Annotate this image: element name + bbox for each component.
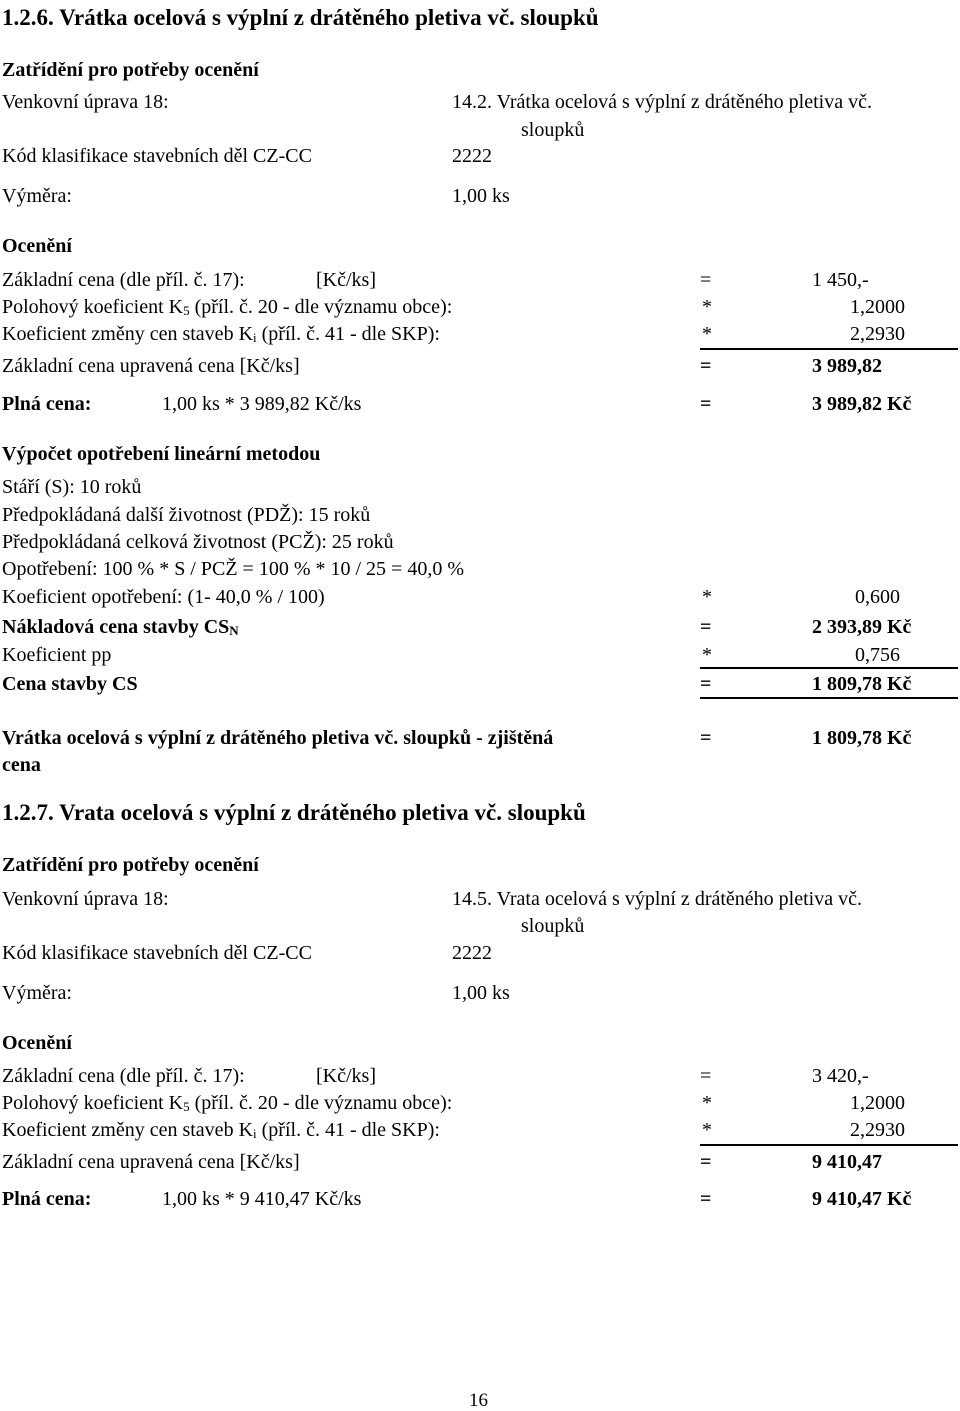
venkovni-label: Venkovní úprava 18: bbox=[2, 888, 169, 910]
zjistena-cena-operator: = bbox=[700, 727, 712, 749]
nakladova-label: Nákladová cena stavby $CS_N$ bbox=[2, 616, 239, 638]
venkovni-label: Venkovní úprava 18: bbox=[2, 91, 169, 113]
venkovni-value: 14.2. Vrátka ocelová s výplní z drátěného pletiva vč. bbox=[452, 91, 872, 113]
plna-cena-value: 3 989,82 Kč bbox=[812, 393, 912, 415]
divider bbox=[700, 348, 958, 350]
divider bbox=[700, 697, 958, 699]
plna-cena-operator: = bbox=[700, 393, 712, 415]
pp-value: 0,756 bbox=[855, 644, 900, 666]
vypocet-title: Výpočet opotřebení lineární metodou bbox=[2, 443, 321, 465]
vymera-label: Výměra: bbox=[2, 185, 72, 207]
upravena-label: Základní cena upravená cena [Kč/ks] bbox=[2, 1151, 300, 1173]
divider bbox=[700, 1144, 958, 1146]
plna-cena-operator: = bbox=[700, 1188, 712, 1210]
plna-cena-label: Plná cena: bbox=[2, 1188, 92, 1210]
page-number: 16 bbox=[469, 1390, 488, 1411]
vymera-label: Výměra: bbox=[2, 982, 72, 1004]
section-heading-126: 1.2.6. Vrátka ocelová s výplní z drátěného pletiva vč. sloupků bbox=[2, 5, 599, 30]
zakladni-operator: = bbox=[700, 1065, 712, 1087]
cena-stavby-operator: = bbox=[700, 673, 712, 695]
oceneni-title: Ocenění bbox=[2, 235, 72, 257]
pcz-line: Předpokládaná celková životnost (PCŽ): 25 roků bbox=[2, 531, 394, 553]
nakladova-operator: = bbox=[700, 616, 712, 638]
plna-cena-label: Plná cena: bbox=[2, 393, 92, 415]
polohovy-value: 1,2000 bbox=[850, 296, 905, 318]
koef-zmeny-operator: * bbox=[702, 323, 712, 345]
zakladni-operator: = bbox=[700, 269, 712, 291]
polohovy-value: 1,2000 bbox=[850, 1092, 905, 1114]
cena-stavby-label: Cena stavby CS bbox=[2, 673, 138, 695]
plna-cena-value: 9 410,47 Kč bbox=[812, 1188, 912, 1210]
plna-cena-formula: 1,00 ks * 9 410,47 Kč/ks bbox=[162, 1188, 362, 1210]
divider bbox=[700, 667, 958, 669]
zjistena-cena-value: 1 809,78 Kč bbox=[812, 727, 912, 749]
koef-opotrebeni-value: 0,600 bbox=[855, 586, 900, 608]
koef-opotrebeni-operator: * bbox=[702, 586, 712, 608]
zakladni-label: Základní cena (dle příl. č. 17): bbox=[2, 1065, 245, 1087]
pp-label: Koeficient pp bbox=[2, 644, 112, 666]
zakladni-label: Základní cena (dle příl. č. 17): bbox=[2, 269, 245, 291]
venkovni-value-cont: sloupků bbox=[521, 915, 585, 937]
koef-zmeny-label: Koeficient změny cen staveb $K_i$ (příl. č. 41 - dle SKP): bbox=[2, 323, 440, 345]
zakladni-unit: [Kč/ks] bbox=[316, 1065, 376, 1087]
oceneni-title: Ocenění bbox=[2, 1032, 72, 1054]
venkovni-value-cont: sloupků bbox=[521, 119, 585, 141]
classification-title: Zatřídění pro potřeby ocenění bbox=[2, 854, 259, 876]
upravena-label: Základní cena upravená cena [Kč/ks] bbox=[2, 355, 300, 377]
zakladni-value: 1 450,- bbox=[812, 269, 869, 291]
stari-line: Stáří (S): 10 roků bbox=[2, 476, 142, 498]
section-heading-127: 1.2.7. Vrata ocelová s výplní z drátěného pletiva vč. sloupků bbox=[2, 800, 586, 825]
venkovni-value: 14.5. Vrata ocelová s výplní z drátěného pletiva vč. bbox=[452, 888, 862, 910]
koef-zmeny-value: 2,2930 bbox=[850, 323, 905, 345]
nakladova-value: 2 393,89 Kč bbox=[812, 616, 912, 638]
polohovy-operator: * bbox=[702, 296, 712, 318]
kod-label: Kód klasifikace stavebních děl CZ-CC bbox=[2, 145, 312, 167]
pp-operator: * bbox=[702, 644, 712, 666]
polohovy-operator: * bbox=[702, 1092, 712, 1114]
classification-title: Zatřídění pro potřeby ocenění bbox=[2, 59, 259, 81]
polohovy-label: Polohový koeficient $K_5$ (příl. č. 20 - dle významu obce): bbox=[2, 1092, 453, 1114]
koef-opotrebeni-label: Koeficient opotřebení: (1- 40,0 % / 100) bbox=[2, 586, 325, 608]
opotrebeni-line: Opotřebení: 100 % * S / PCŽ = 100 % * 10 / 25 = 40,0 % bbox=[2, 558, 464, 580]
koef-zmeny-label: Koeficient změny cen staveb $K_i$ (příl. č. 41 - dle SKP): bbox=[2, 1119, 440, 1141]
zjistena-cena-label-cont: cena bbox=[2, 754, 41, 776]
upravena-value: 3 989,82 bbox=[812, 355, 882, 377]
pdz-line: Předpokládaná další životnost (PDŽ): 15 roků bbox=[2, 504, 371, 526]
kod-value: 2222 bbox=[452, 145, 492, 167]
zjistena-cena-label: Vrátka ocelová s výplní z drátěného pletiva vč. sloupků - zjištěná bbox=[2, 727, 554, 749]
zakladni-unit: [Kč/ks] bbox=[316, 269, 376, 291]
polohovy-label: Polohový koeficient $K_5$ (příl. č. 20 - dle významu obce): bbox=[2, 296, 453, 318]
upravena-value: 9 410,47 bbox=[812, 1151, 882, 1173]
cena-stavby-value: 1 809,78 Kč bbox=[812, 673, 912, 695]
kod-value: 2222 bbox=[452, 942, 492, 964]
koef-zmeny-value: 2,2930 bbox=[850, 1119, 905, 1141]
vymera-value: 1,00 ks bbox=[452, 982, 510, 1004]
koef-zmeny-operator: * bbox=[702, 1119, 712, 1141]
vymera-value: 1,00 ks bbox=[452, 185, 510, 207]
kod-label: Kód klasifikace stavebních děl CZ-CC bbox=[2, 942, 312, 964]
zakladni-value: 3 420,- bbox=[812, 1065, 869, 1087]
plna-cena-formula: 1,00 ks * 3 989,82 Kč/ks bbox=[162, 393, 362, 415]
upravena-operator: = bbox=[700, 355, 712, 377]
upravena-operator: = bbox=[700, 1151, 712, 1173]
